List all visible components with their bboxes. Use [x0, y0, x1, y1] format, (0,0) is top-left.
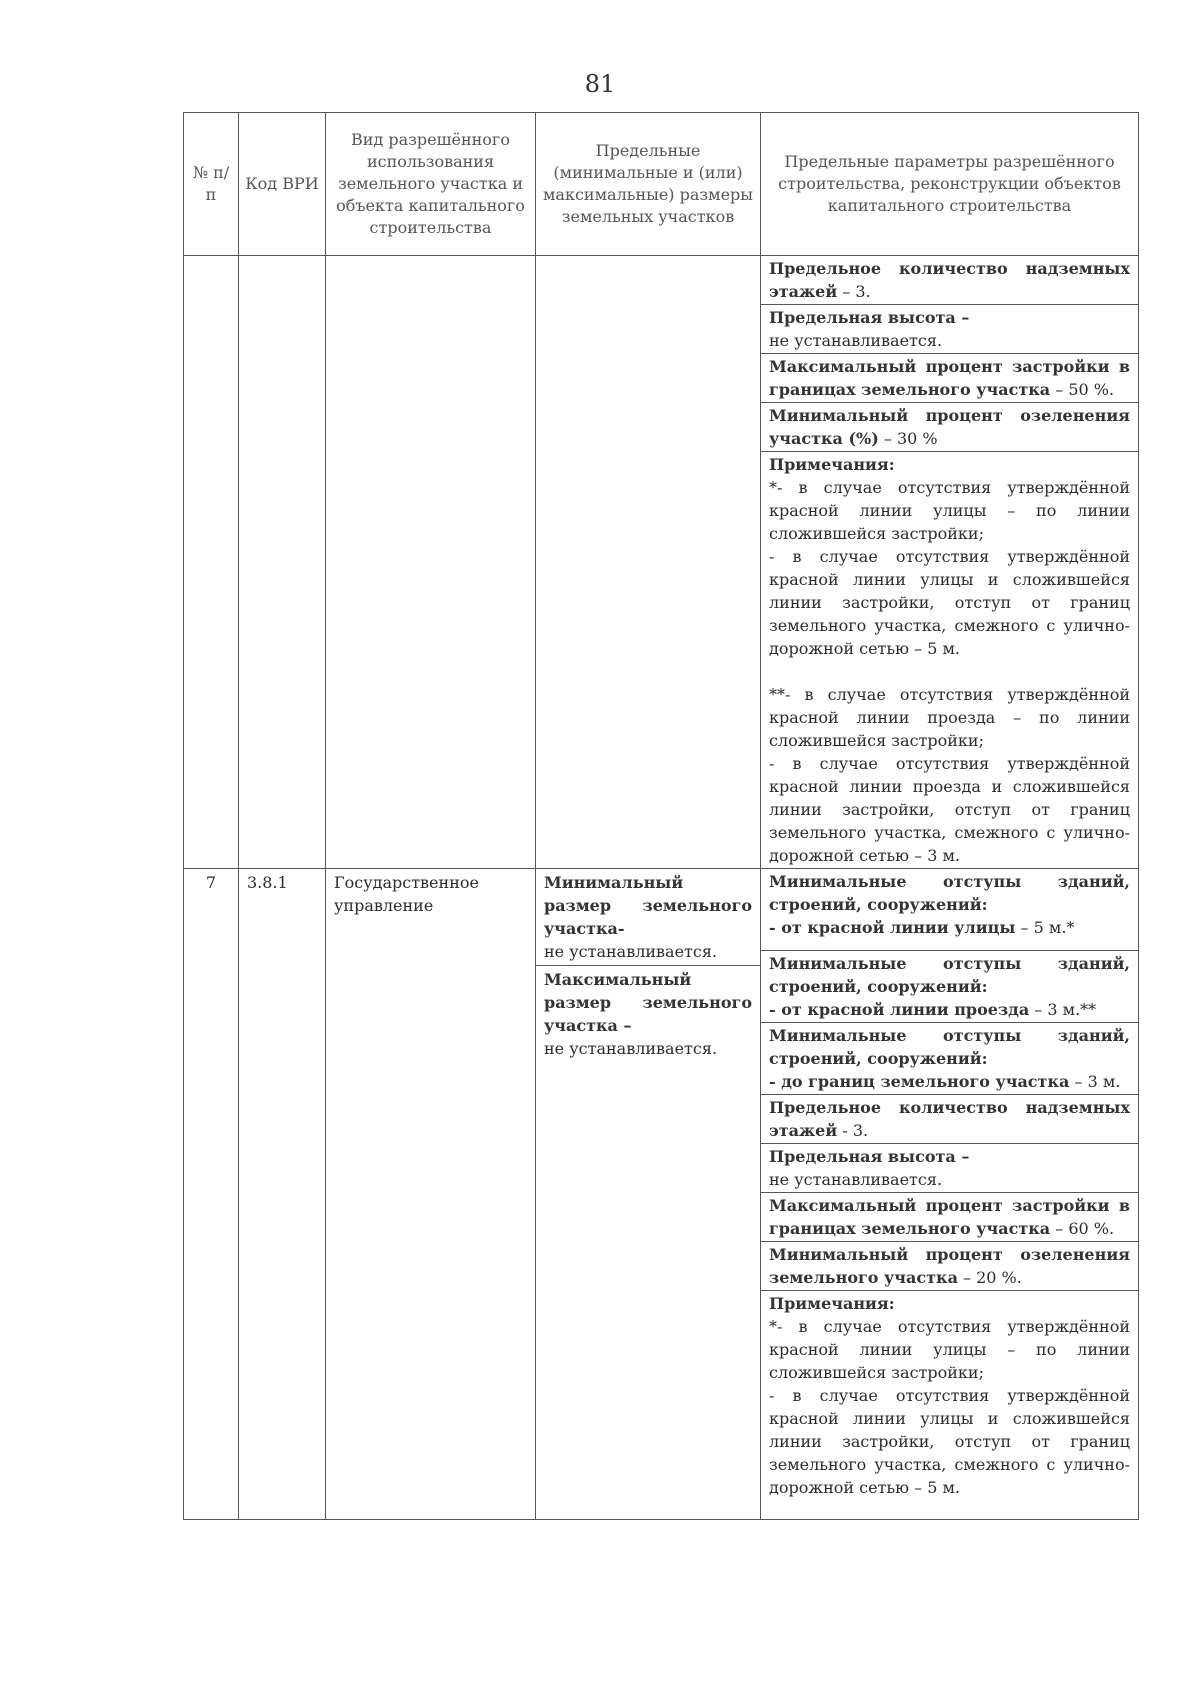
cell-use: Государственное управление — [326, 869, 536, 1520]
param-min-greening: Минимальный процент озеленения участка (%) – 30 % — [761, 402, 1138, 451]
param-floors: Предельное количество надземных этажей – 3. — [769, 259, 1130, 301]
header-num: № п/п — [184, 113, 239, 256]
param-min-greening: Минимальный процент озеленения земельного участка – 20 %. — [761, 1241, 1138, 1290]
size-max: Максимальный размер земельного участка – не устанавливается. — [536, 965, 760, 1062]
param-max-coverage: Максимальный процент застройки в границах земельного участка – 50 %. — [761, 353, 1138, 402]
param-height: Предельная высота – не устанавливается. — [761, 1143, 1138, 1192]
header-code: Код ВРИ — [239, 113, 326, 256]
note-text: - в случае отсутствия утверждённой красной линии улицы и сложившейся линии застройки, отступ от границ земельного участка, смежного с улично-дорожной сетью – 5 м. — [769, 1386, 1130, 1497]
header-plot-size: Предельные (минимальные и (или) максимальные) размеры земельных участков — [536, 113, 761, 256]
param-notes — [761, 451, 1138, 868]
param-notes — [761, 1290, 1138, 1519]
header-use: Вид разрешённого использования земельного участка и объекта капитального строительства — [326, 113, 536, 256]
note-text: - в случае отсутствия утверждённой красной линии проезда и сложившейся линии застройки, отступ от границ земельного участка, смежного с улично-дорожной сетью – 3 м. — [769, 754, 1130, 865]
page-number: 81 — [584, 70, 616, 98]
cell-size-empty — [536, 256, 761, 869]
note-text: *- в случае отсутствия утверждённой красной линии улицы – по линии сложившейся застройки; — [769, 1317, 1130, 1382]
table-header-row — [184, 113, 1139, 256]
cell-parameters — [761, 256, 1139, 869]
param-floors: Предельное количество надземных этажей - 3. — [761, 1094, 1138, 1143]
table-row-7 — [184, 869, 1139, 1520]
size-min: Минимальный размер земельного участка- не устанавливается. — [544, 873, 752, 961]
table-row-continued — [184, 256, 1139, 869]
cell-plot-size — [536, 869, 761, 1520]
param-max-coverage: Максимальный процент застройки в границах земельного участка – 60 %. — [761, 1192, 1138, 1241]
param-height: Предельная высота – не устанавливается. — [761, 304, 1138, 353]
notes-title: Примечания: — [769, 1294, 895, 1313]
cell-code: 3.8.1 — [239, 869, 326, 1520]
cell-num-empty — [184, 256, 239, 869]
cell-parameters — [761, 869, 1139, 1520]
regulations-table — [183, 112, 1139, 1520]
notes-title: Примечания: — [769, 455, 895, 474]
param-setback-boundary: Минимальные отступы зданий, строений, сооружений: - до границ земельного участка – 3 м. — [761, 1022, 1138, 1094]
param-setback-driveway: Минимальные отступы зданий, строений, сооружений: - от красной линии проезда – 3 м.** — [761, 950, 1138, 1022]
param-setback-street: Минимальные отступы зданий, строений, сооружений: - от красной линии улицы – 5 м.* — [769, 872, 1130, 937]
header-parameters: Предельные параметры разрешённого строительства, реконструкции объектов капитального строительства — [761, 113, 1139, 256]
note-text: - в случае отсутствия утверждённой красной линии улицы и сложившейся линии застройки, отступ от границ земельного участка, смежного с улично-дорожной сетью – 5 м. — [769, 547, 1130, 658]
cell-num: 7 — [184, 869, 239, 1520]
note-text: *- в случае отсутствия утверждённой красной линии улицы – по линии сложившейся застройки; — [769, 478, 1130, 543]
cell-code-empty — [239, 256, 326, 869]
cell-use-empty — [326, 256, 536, 869]
note-text: **- в случае отсутствия утверждённой красной линии проезда – по линии сложившейся застройки; — [769, 685, 1130, 750]
